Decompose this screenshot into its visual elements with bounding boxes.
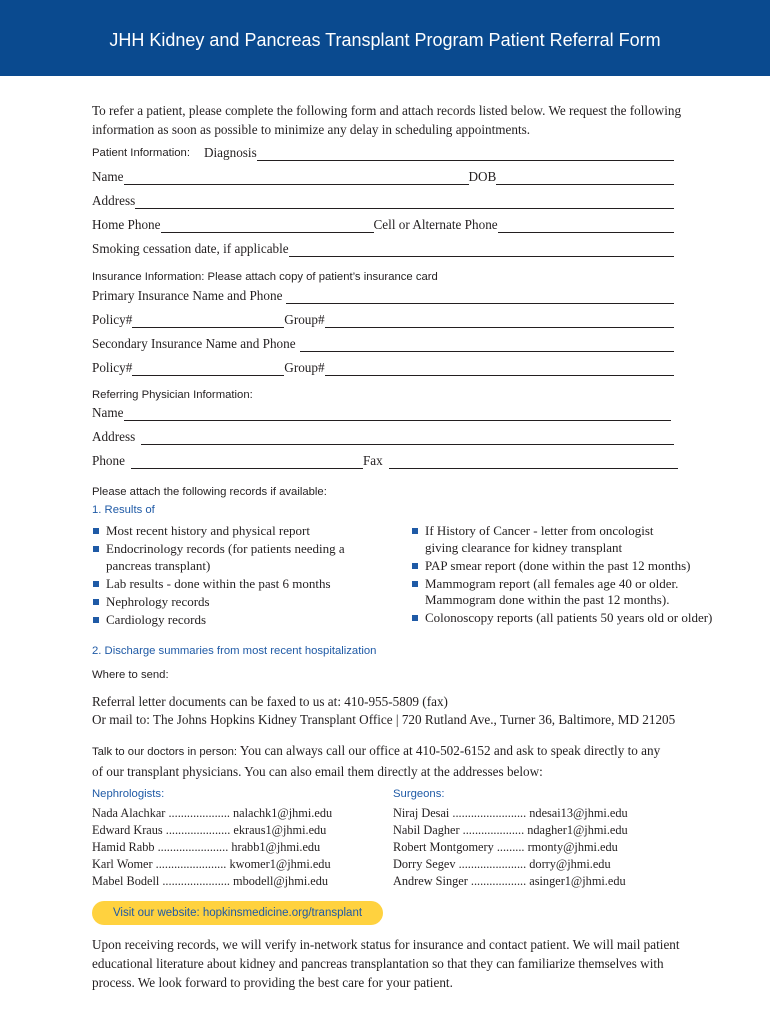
closing-text: Upon receiving records, we will verify in-network status for insurance and contact patient. We will mail patient educational literature about kidney and pancreas transplantation so that they can familiarize themselves with process. We look forward to providing the best care for your patient. (92, 937, 680, 990)
group-label-2: Group# (284, 360, 325, 375)
list-item: Karl Womer ....................... kwomer1@jhmi.edu (92, 857, 331, 871)
bullet-icon (93, 581, 99, 587)
policy-field-1[interactable] (132, 315, 284, 328)
surgeons-heading: Surgeons: (393, 788, 445, 800)
talk-text: You can always call our office at 410-502-6152 and ask to speak directly to any of our transplant physicians. You can also email them directly at the addresses below: (92, 743, 661, 779)
list-item: Robert Montgomery ......... rmonty@jhmi.edu (393, 840, 618, 854)
physician-address-field[interactable] (141, 432, 674, 445)
list-item: Endocrinology records (for patients needing a pancreas transplant) (92, 541, 372, 574)
list-item: Mammogram report (all females age 40 or older. Mammogram done within the past 12 months). (411, 576, 729, 609)
physician-address-row (92, 427, 674, 445)
physician-name-label: Name (92, 405, 124, 420)
list-item: Andrew Singer .................. asinger1@jhmi.edu (393, 874, 626, 888)
list-item: Nabil Dagher .................... ndagher1@jhmi.edu (393, 823, 628, 837)
send-heading: Where to send: (92, 669, 169, 681)
patient-address-field[interactable] (135, 196, 674, 209)
nephrologists-list (92, 805, 332, 890)
nephrologists-heading: Nephrologists: (92, 788, 165, 800)
cell-phone-field[interactable] (498, 220, 674, 233)
policy-label-2: Policy# (92, 360, 133, 375)
records-heading: Please attach the following records if available: (92, 486, 327, 498)
secondary-insurance-label: Secondary Insurance Name and Phone (92, 336, 296, 351)
group-field-1[interactable] (325, 315, 674, 328)
list-item: Most recent history and physical report (92, 523, 372, 540)
discharge-heading: 2. Discharge summaries from most recent hospitalization (92, 645, 377, 657)
list-item: Niraj Desai ........................ ndesai13@jhmi.edu (393, 806, 628, 820)
talk-label: Talk to our doctors in person: (92, 746, 238, 758)
results-heading: 1. Results of (92, 504, 155, 516)
list-item: Dorry Segev ...................... dorry@jhmi.edu (393, 857, 611, 871)
bullet-icon (93, 617, 99, 623)
talk-paragraph (92, 741, 672, 781)
patient-name-label: Name (92, 169, 124, 184)
mail-line: Or mail to: The Johns Hopkins Kidney Transplant Office | 720 Rutland Ave., Turner 36, Baltimore, MD 21205 (92, 712, 676, 727)
cell-phone-label: Cell or Alternate Phone (373, 217, 498, 232)
insurance-heading: Insurance Information: Please attach copy of patient’s insurance card (92, 271, 438, 283)
list-item: Nada Alachkar .................... nalachk1@jhmi.edu (92, 806, 333, 820)
patient-address-row (92, 191, 674, 209)
bullet-icon (412, 563, 418, 569)
physician-phone-field[interactable] (131, 456, 363, 469)
bullet-icon (93, 599, 99, 605)
intro-text: To refer a patient, please complete the following form and attach records listed below. We request the following information as soon as possible to minimize any delay in scheduling appointments. (92, 103, 682, 137)
fax-line: Referral letter documents can be faxed to us at: 410-955-5809 (fax) (92, 694, 448, 709)
secondary-insurance-row (92, 334, 674, 352)
list-item: PAP smear report (done within the past 12 months) (411, 558, 729, 575)
page-title: JHH Kidney and Pancreas Transplant Program Patient Referral Form (109, 30, 661, 50)
home-phone-field[interactable] (161, 220, 374, 233)
diagnosis-row (92, 143, 674, 161)
smoking-field[interactable] (289, 244, 674, 257)
list-item: Colonoscopy reports (all patients 50 years old or older) (411, 610, 729, 627)
diagnosis-label: Diagnosis (203, 145, 257, 160)
bullet-icon (412, 581, 418, 587)
physician-phone-fax-row (92, 451, 678, 469)
diagnosis-field[interactable] (257, 148, 674, 161)
primary-insurance-field[interactable] (286, 291, 674, 304)
policy-field-2[interactable] (132, 363, 284, 376)
list-item: Mabel Bodell ...................... mbodell@jhmi.edu (92, 874, 329, 888)
smoking-label: Smoking cessation date, if applicable (92, 241, 289, 256)
home-phone-label: Home Phone (92, 217, 161, 232)
dob-label: DOB (468, 169, 497, 184)
physician-phone-label: Phone (92, 453, 125, 468)
patient-address-label: Address (92, 193, 136, 208)
secondary-insurance-field[interactable] (300, 339, 674, 352)
records-list-right (411, 523, 729, 628)
website-link[interactable]: Visit our website: hopkinsmedicine.org/transplant (92, 901, 383, 925)
surgeons-list (393, 805, 628, 890)
bullet-icon (93, 546, 99, 552)
list-item: If History of Cancer - letter from oncologist giving clearance for kidney transplant (411, 523, 729, 556)
policy-label-1: Policy# (92, 312, 133, 327)
bullet-icon (412, 528, 418, 534)
policy-group-row-2 (92, 358, 674, 376)
header-banner (0, 0, 770, 76)
list-item: Lab results - done within the past 6 months (92, 576, 372, 593)
bullet-icon (93, 528, 99, 534)
group-label-1: Group# (284, 312, 325, 327)
patient-name-field[interactable] (124, 172, 469, 185)
bullet-icon (412, 615, 418, 621)
physician-fax-field[interactable] (389, 456, 678, 469)
dob-field[interactable] (496, 172, 674, 185)
list-item: Hamid Rabb ....................... hrabb1@jhmi.edu (92, 840, 321, 854)
physician-name-field[interactable] (124, 408, 672, 421)
group-field-2[interactable] (325, 363, 674, 376)
physician-heading: Referring Physician Information: (92, 389, 253, 401)
primary-insurance-row (92, 286, 674, 304)
physician-name-row (92, 403, 671, 421)
list-item: Edward Kraus ..................... ekraus1@jhmi.edu (92, 823, 327, 837)
physician-address-label: Address (92, 429, 136, 444)
policy-group-row-1 (92, 310, 674, 328)
patient-info-heading: Patient Information: (92, 147, 190, 159)
physician-fax-label: Fax (362, 453, 383, 468)
name-dob-row (92, 167, 674, 185)
list-item: Nephrology records (92, 594, 372, 611)
phone-row (92, 215, 674, 233)
primary-insurance-label: Primary Insurance Name and Phone (92, 288, 283, 303)
records-list-left (92, 523, 372, 630)
list-item: Cardiology records (92, 612, 372, 629)
smoking-row (92, 239, 674, 257)
